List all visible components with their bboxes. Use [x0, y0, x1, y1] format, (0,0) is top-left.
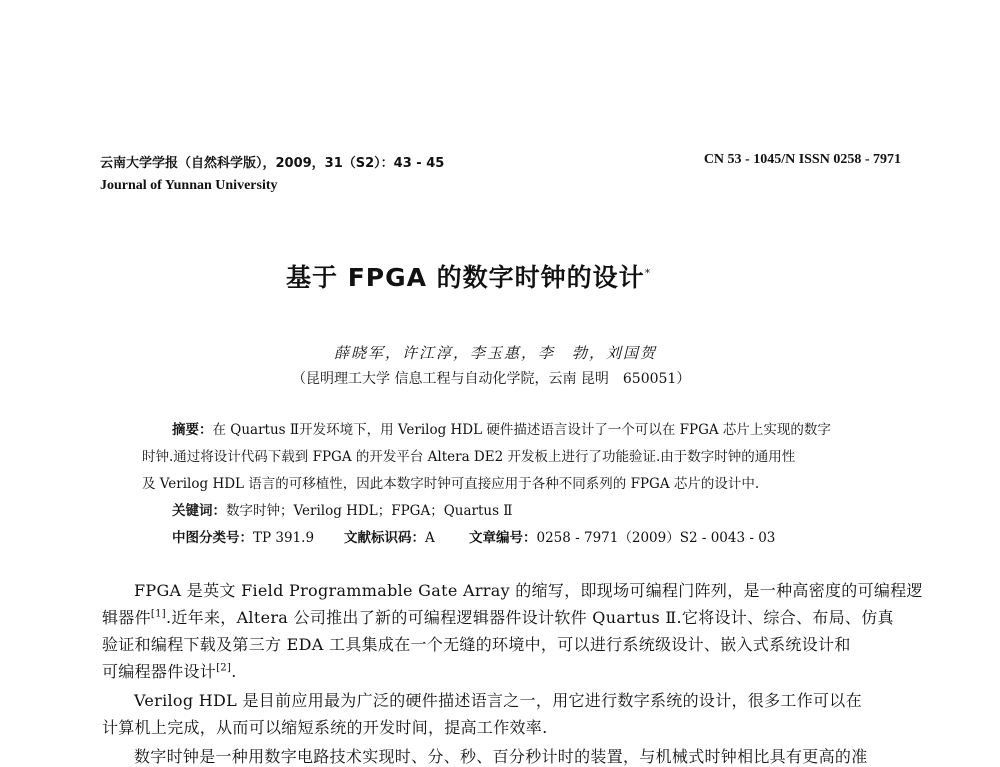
body-p1-line-2 — [102, 605, 894, 628]
title-footnote-mark: * — [644, 266, 652, 280]
article-number-value: 0258 - 7971（2009）S2 - 0043 - 03 — [536, 530, 776, 546]
classification-row — [172, 526, 314, 546]
clc-label: 中图分类号： — [172, 530, 253, 546]
keywords-value: 数字时钟；Verilog HDL；FPGA；Quartus Ⅱ — [226, 503, 513, 519]
abstract-text-1: 在 Quartus Ⅱ开发环境下，用 Verilog HDL 硬件描述语言设计了一个可以在 FPGA 芯片上实现的数字 — [212, 422, 831, 438]
body-p1-line-1: FPGA 是英文 Field Programmable Gate Array 的缩写，即现场可编程门阵列，是一种高密度的可编程逻 — [134, 581, 923, 600]
body-p1-line-2b: .近年来，Altera 公司推出了新的可编程逻辑器件设计软件 Quartus Ⅱ.它将设计、综合、布局、仿真 — [165, 608, 894, 627]
body-p2-line-1: Verilog HDL 是目前应用最为广泛的硬件描述语言之一，用它进行数字系统的设计，很多工作可以在 — [134, 691, 862, 710]
abstract-label: 摘要： — [172, 422, 213, 438]
clc-value: TP 391.9 — [253, 530, 315, 546]
body-p3-line-1: 数字时钟是一种用数字电路技术实现时、分、秒、百分秒计时的装置，与机械式时钟相比具有更高的准 — [134, 747, 868, 766]
citation-ref-2: [2] — [216, 662, 232, 674]
body-p1-line-4b: . — [231, 662, 237, 681]
article-number — [469, 526, 775, 546]
citation-ref-1: [1] — [150, 608, 166, 620]
doc-code-label: 文献标识码： — [344, 530, 425, 546]
document-code — [344, 526, 435, 546]
paper-title — [286, 258, 651, 294]
body-p1-line-3: 验证和编程下载及第三方 EDA 工具集成在一个无缝的环境中，可以进行系统级设计、嵌入式系统设计和 — [102, 635, 851, 654]
journal-citation: 云南大学学报（自然科学版），2009，31（S2）：43 - 45 — [100, 156, 445, 171]
keywords — [172, 499, 512, 519]
author-list: 薛晓军，许江淳，李玉惠，李 勃，刘国贺 — [334, 344, 658, 362]
abstract-line-1 — [172, 418, 831, 438]
body-p2-line-2: 计算机上完成，从而可以缩短系统的开发时间，提高工作效率. — [102, 718, 548, 737]
abstract-line-3: 及 Verilog HDL 语言的可移植性，因此本数字时钟可直接应用于各种不同系列的 FPGA 芯片的设计中. — [142, 476, 760, 492]
paper-title-text: 基于 FPGA 的数字时钟的设计 — [286, 263, 645, 292]
body-p1-line-4a: 可编程器件设计 — [102, 662, 217, 681]
journal-name-english: Journal of Yunnan University — [100, 178, 278, 193]
article-number-label: 文章编号： — [469, 530, 537, 546]
abstract-line-2: 时钟.通过将设计代码下载到 FPGA 的开发平台 Altera DE2 开发板上进行了功能验证.由于数字时钟的通用性 — [142, 449, 796, 465]
affiliation: （昆明理工大学 信息工程与自动化学院，云南 昆明 650051） — [292, 371, 691, 387]
body-p1-line-4 — [102, 659, 237, 682]
body-p1-line-2a: 辑器件 — [102, 608, 151, 627]
keywords-label: 关键词： — [172, 503, 226, 519]
doc-code-value: A — [425, 530, 435, 546]
issn-number: CN 53 - 1045/N ISSN 0258 - 7971 — [703, 152, 901, 167]
